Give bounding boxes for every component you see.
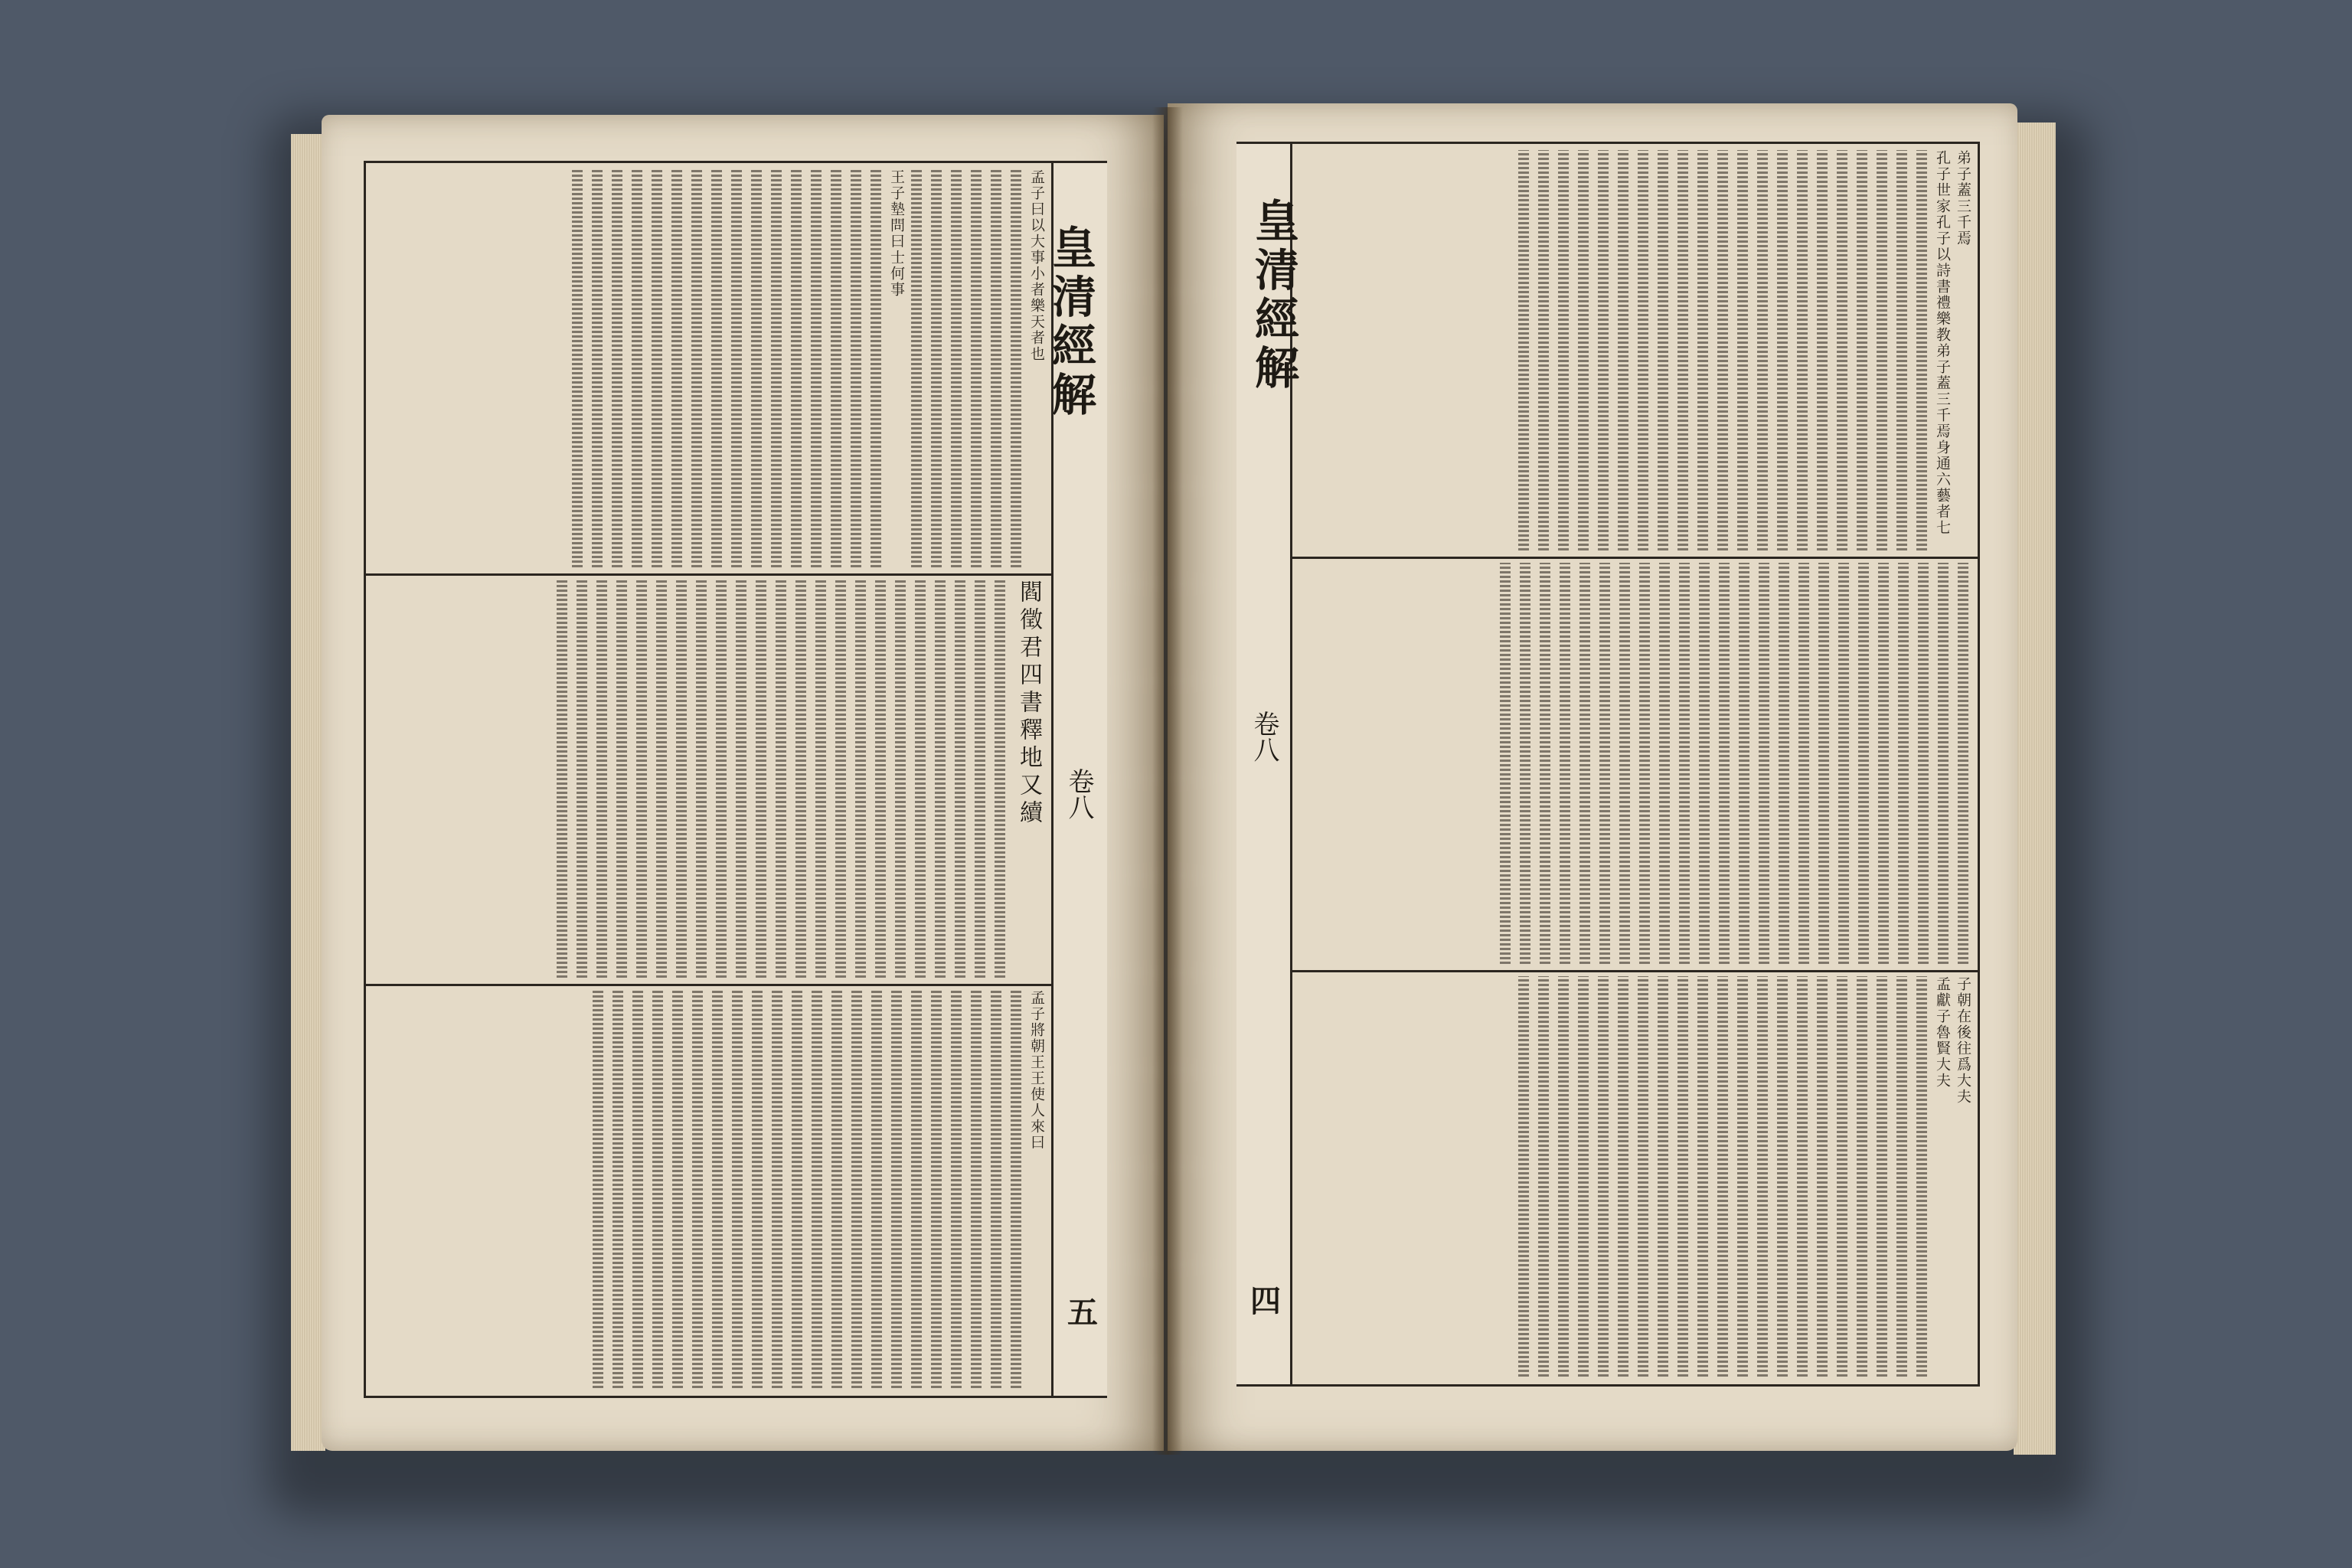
text-block [1719, 563, 1730, 963]
left-folio: 五 [1067, 1295, 1098, 1331]
text-block [1857, 150, 1867, 550]
left-page-frame [364, 161, 1107, 1398]
text-block [1739, 563, 1749, 963]
right-page-edge [2014, 122, 2056, 1455]
text-block [731, 169, 742, 567]
text-block [672, 990, 683, 1388]
text-block [1598, 150, 1609, 550]
left-section-title: 閻徵君四書釋地又續 [1015, 580, 1042, 828]
text-block [592, 169, 603, 567]
text-block [751, 169, 762, 567]
text-block [1916, 150, 1927, 550]
text-block [1877, 976, 1887, 1377]
right-running-title: 皇清經解 [1247, 198, 1299, 394]
text-block [1818, 563, 1829, 963]
text-block [711, 169, 722, 567]
text-block [791, 169, 802, 567]
text-block [1938, 563, 1949, 963]
text-block [931, 990, 942, 1388]
text-block [1658, 150, 1668, 550]
right-margin-column [1236, 144, 1299, 1384]
text-block [891, 990, 902, 1388]
right-band-middle [1292, 557, 1978, 969]
text-block [835, 580, 846, 978]
text-block [1638, 150, 1648, 550]
text-block [1619, 563, 1630, 963]
text-block [1679, 563, 1690, 963]
text-block [1896, 150, 1907, 550]
text-block [1777, 150, 1788, 550]
text-block [596, 580, 607, 978]
text-block [1896, 976, 1907, 1377]
text-block [612, 990, 623, 1388]
right-text-line: 孟獻子魯賢大夫 [1934, 975, 1951, 1089]
text-block [1857, 976, 1867, 1377]
left-text-line: 孟子將朝王王使人來曰 [1028, 990, 1045, 1152]
text-block [1699, 563, 1710, 963]
text-block [1658, 976, 1668, 1377]
text-block [1877, 150, 1887, 550]
book-spine [1152, 107, 1183, 1455]
right-text-line: 弟子蓋三千焉 [1955, 150, 1971, 247]
text-block [1618, 150, 1628, 550]
left-text-line: 王子墊問曰士何事 [888, 169, 905, 298]
text-block [771, 169, 782, 567]
text-block [815, 580, 826, 978]
text-block [1518, 150, 1529, 550]
text-block [652, 990, 663, 1388]
text-block [671, 169, 682, 567]
left-margin-column [1044, 163, 1107, 1396]
text-block [1599, 563, 1610, 963]
text-block [1838, 563, 1849, 963]
text-block [696, 580, 707, 978]
right-folio: 四 [1250, 1283, 1281, 1319]
text-block [855, 580, 866, 978]
left-band-bottom [366, 984, 1051, 1394]
text-block [572, 169, 583, 567]
left-page-edge [291, 134, 325, 1451]
text-block [1618, 976, 1628, 1377]
text-block [812, 990, 822, 1388]
text-block [557, 580, 567, 978]
right-running-subtitle: 卷八 [1249, 710, 1279, 763]
text-block [1797, 976, 1808, 1377]
text-block [1717, 150, 1728, 550]
text-block [776, 580, 786, 978]
text-block [1677, 150, 1688, 550]
text-block [1697, 976, 1708, 1377]
right-text-line: 子朝在後往爲大夫 [1955, 975, 1971, 1105]
text-block [632, 990, 643, 1388]
text-block [732, 990, 743, 1388]
text-block [935, 580, 946, 978]
text-block [1540, 563, 1550, 963]
text-block [616, 580, 627, 978]
text-block [1598, 976, 1609, 1377]
text-block [971, 169, 982, 567]
text-block [1639, 563, 1650, 963]
text-block [911, 169, 922, 567]
text-block [951, 990, 962, 1388]
text-block [1518, 976, 1529, 1377]
text-block [752, 990, 763, 1388]
text-block [971, 990, 982, 1388]
text-block [1757, 976, 1768, 1377]
text-block [1520, 563, 1530, 963]
text-block [915, 580, 926, 978]
text-block [955, 580, 965, 978]
text-block [712, 990, 723, 1388]
text-block [895, 580, 906, 978]
text-block [1538, 150, 1549, 550]
text-block [1011, 169, 1021, 567]
right-band-top [1292, 144, 1978, 557]
text-block [1560, 563, 1570, 963]
text-block [716, 580, 727, 978]
text-block [795, 580, 806, 978]
text-block [1579, 563, 1590, 963]
text-block [1638, 976, 1648, 1377]
text-block [1737, 976, 1748, 1377]
left-running-title: 皇清經解 [1044, 224, 1096, 420]
text-block [636, 580, 647, 978]
text-block [1916, 976, 1927, 1377]
text-block [632, 169, 642, 567]
text-block [652, 169, 662, 567]
text-block [676, 580, 687, 978]
text-block [851, 990, 862, 1388]
text-block [756, 580, 766, 978]
text-block [692, 990, 703, 1388]
left-text-line: 孟子曰以大事小者樂天者也 [1028, 169, 1045, 362]
text-block [875, 580, 886, 978]
text-block [1817, 976, 1828, 1377]
left-band-top [366, 163, 1051, 573]
text-block [1677, 976, 1688, 1377]
text-block [811, 169, 822, 567]
text-block [831, 990, 842, 1388]
text-block [1898, 563, 1909, 963]
right-page [1168, 103, 2017, 1451]
text-block [1759, 563, 1769, 963]
text-block [1578, 976, 1589, 1377]
text-block [851, 169, 861, 567]
text-block [1011, 990, 1021, 1388]
text-block [1578, 150, 1589, 550]
text-block [1697, 150, 1708, 550]
text-block [1777, 976, 1788, 1377]
text-block [1779, 563, 1789, 963]
text-block [656, 580, 667, 978]
text-block [1817, 150, 1828, 550]
text-block [991, 990, 1001, 1388]
text-block [1858, 563, 1869, 963]
text-block [991, 169, 1001, 567]
text-block [772, 990, 782, 1388]
text-block [1757, 150, 1768, 550]
text-block [1798, 563, 1809, 963]
text-block [951, 169, 962, 567]
text-block [911, 990, 922, 1388]
text-block [871, 990, 882, 1388]
left-running-subtitle: 卷八 [1063, 768, 1094, 820]
text-block [612, 169, 622, 567]
right-band-bottom [1292, 970, 1978, 1383]
text-block [1717, 976, 1728, 1377]
text-block [1558, 976, 1569, 1377]
text-block [1837, 976, 1847, 1377]
text-block [1659, 563, 1670, 963]
text-block [736, 580, 746, 978]
left-page [322, 115, 1164, 1451]
text-block [691, 169, 702, 567]
left-band-middle [366, 573, 1051, 984]
text-block [1558, 150, 1569, 550]
text-block [792, 990, 802, 1388]
text-block [1878, 563, 1889, 963]
text-block [975, 580, 985, 978]
text-block [1958, 563, 1968, 963]
text-block [593, 990, 603, 1388]
text-block [931, 169, 942, 567]
text-block [871, 169, 881, 567]
text-block [831, 169, 841, 567]
text-block [995, 580, 1005, 978]
text-block [1837, 150, 1847, 550]
text-block [1918, 563, 1929, 963]
text-block [1797, 150, 1808, 550]
text-block [577, 580, 587, 978]
text-block [1737, 150, 1748, 550]
right-page-frame [1236, 142, 1980, 1387]
text-block [1500, 563, 1511, 963]
right-text-line: 孔子世家孔子以詩書禮樂教弟子蓋三千焉身通六藝者七 [1934, 150, 1951, 536]
text-block [1538, 976, 1549, 1377]
